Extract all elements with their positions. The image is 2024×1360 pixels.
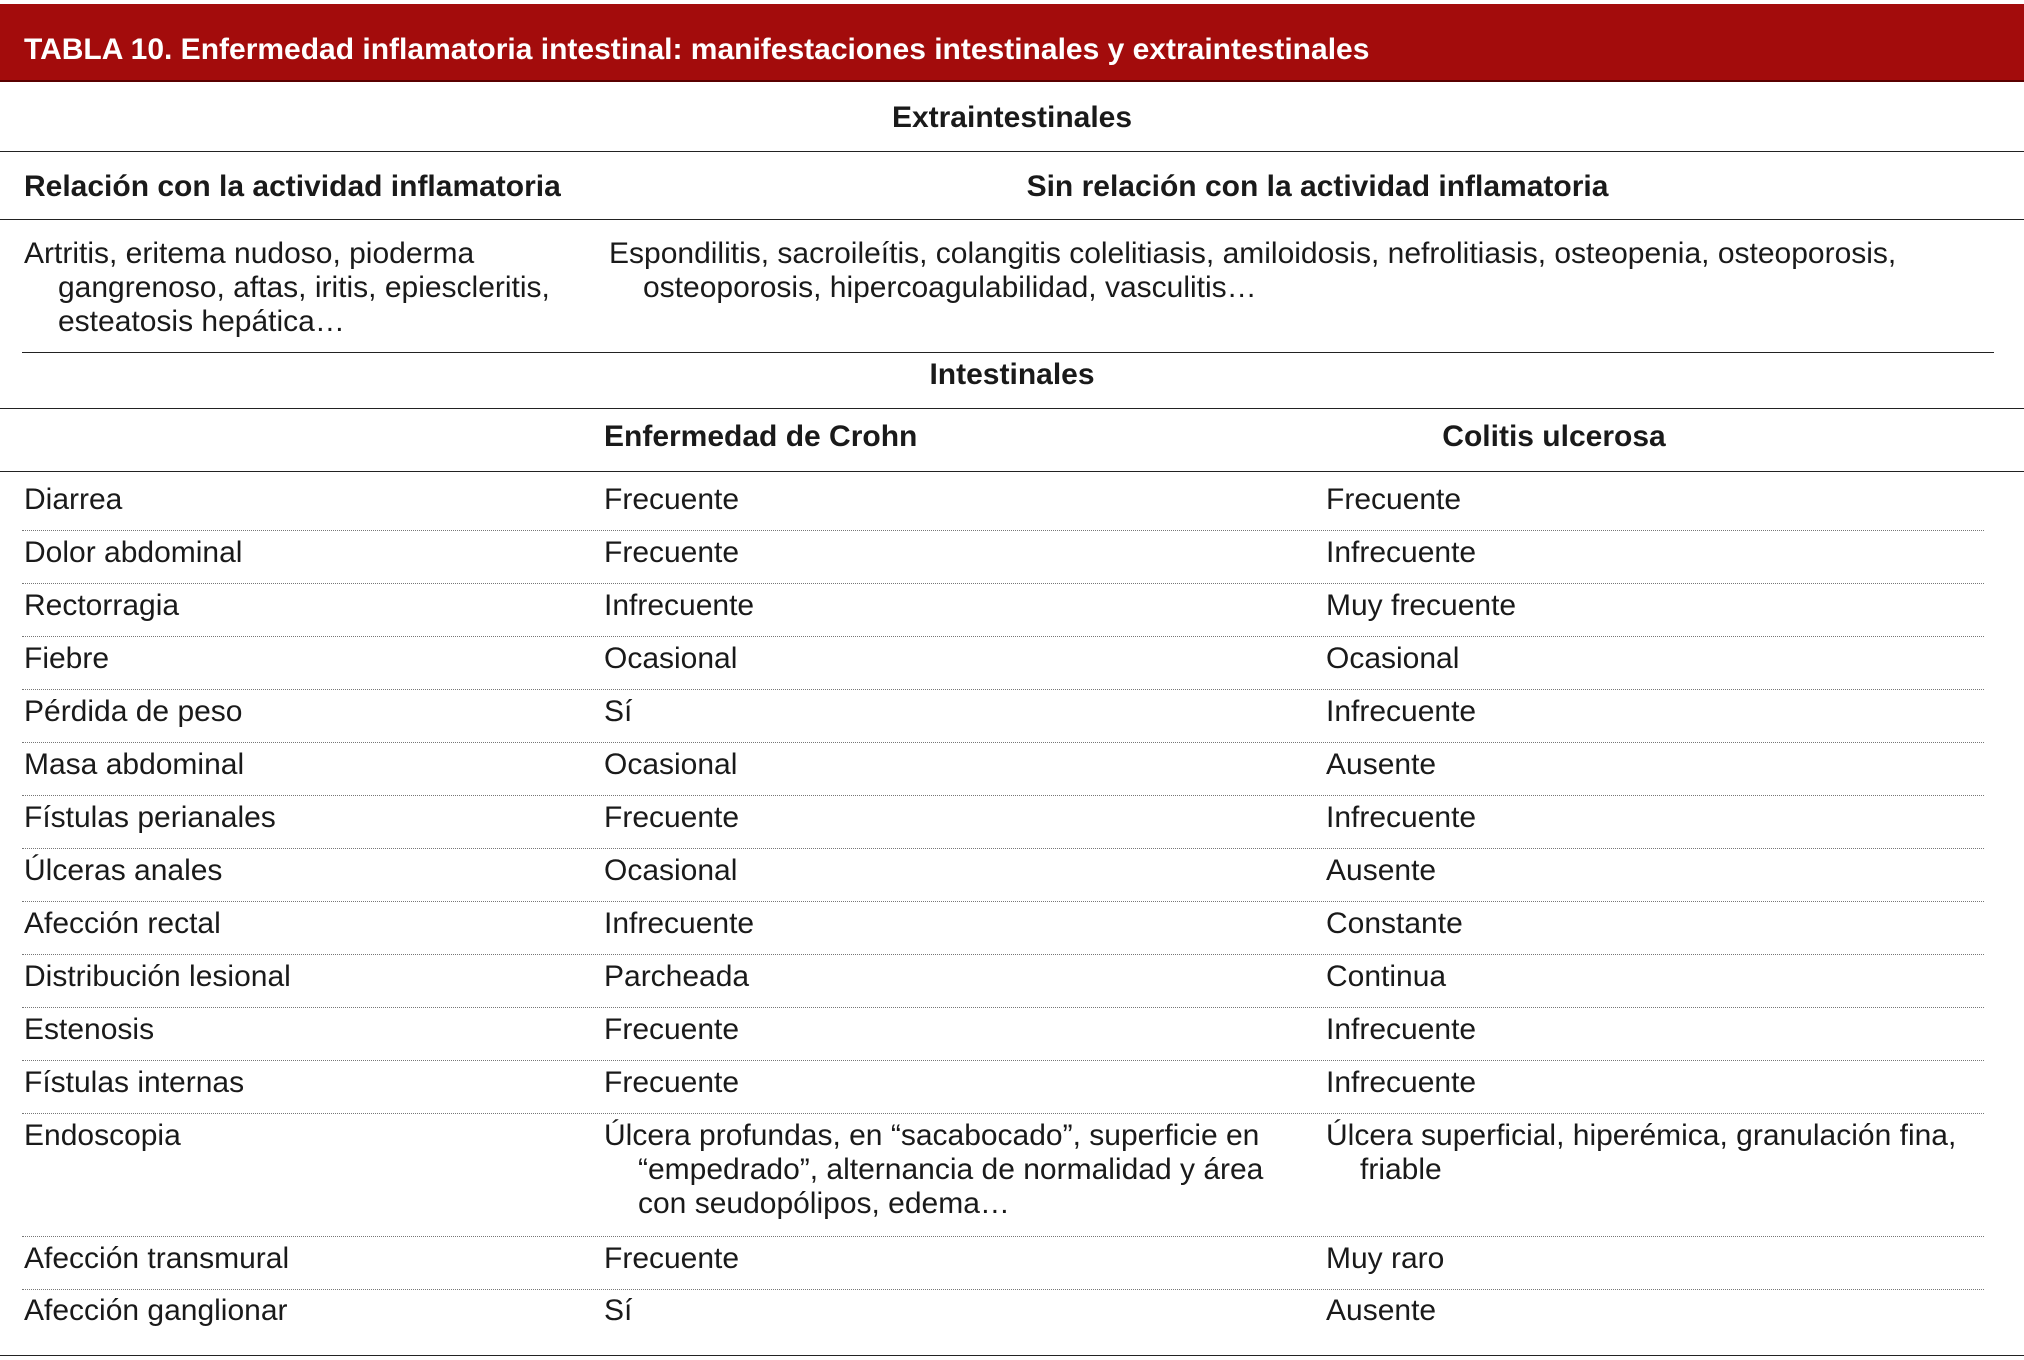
row-label: Estenosis — [24, 1013, 155, 1046]
colitis-value: Ausente — [1326, 854, 1437, 887]
crohn-value: Frecuente — [604, 1066, 740, 1099]
colitis-value: Ausente — [1326, 748, 1437, 781]
row-label: Rectorragia — [24, 589, 180, 622]
colitis-value: Infrecuente — [1326, 801, 1477, 834]
row-label: Masa abdominal — [24, 748, 245, 781]
col-header-colitis: Colitis ulcerosa — [1442, 420, 1666, 453]
colitis-value: Infrecuente — [1326, 1013, 1477, 1046]
crohn-value: Ocasional — [604, 854, 738, 887]
row-divider — [22, 1289, 1984, 1290]
row-divider — [22, 636, 1984, 637]
colitis-value: Infrecuente — [1326, 536, 1477, 569]
extraintestinales-header: Extraintestinales — [891, 101, 1133, 134]
divider — [22, 352, 1994, 353]
crohn-value: Frecuente — [604, 801, 740, 834]
row-divider — [22, 1236, 1984, 1237]
colitis-value: Infrecuente — [1326, 1066, 1477, 1099]
crohn-value: Frecuente — [604, 536, 740, 569]
row-label: Fiebre — [24, 642, 110, 675]
row-label: Fístulas perianales — [24, 801, 276, 834]
row-divider — [22, 1007, 1984, 1008]
crohn-value: Sí — [604, 1294, 633, 1327]
intestinales-header: Intestinales — [929, 358, 1095, 391]
row-divider — [22, 742, 1984, 743]
divider — [0, 471, 2024, 472]
related-manifestations: Artritis, eritema nudoso, pioderma gangrenoso, aftas, iritis, epiescleritis, esteatosis hepática… — [24, 237, 550, 338]
divider — [0, 151, 2024, 152]
col-header-unrelated: Sin relación con la actividad inflamatoria — [1026, 170, 1609, 203]
divider — [0, 219, 2024, 220]
colitis-value: Muy frecuente — [1326, 589, 1517, 622]
colitis-value: Frecuente — [1326, 483, 1462, 516]
row-label: Distribución lesional — [24, 960, 291, 993]
row-divider — [22, 1060, 1984, 1061]
table-bottom-border — [0, 1355, 2024, 1356]
colitis-value: Infrecuente — [1326, 695, 1477, 728]
crohn-value: Frecuente — [604, 483, 740, 516]
row-label: Pérdida de peso — [24, 695, 243, 728]
crohn-value: Parcheada — [604, 960, 750, 993]
row-label: Dolor abdominal — [24, 536, 243, 569]
crohn-value: Frecuente — [604, 1013, 740, 1046]
row-divider — [22, 583, 1984, 584]
colitis-value: Continua — [1326, 960, 1447, 993]
row-divider — [22, 901, 1984, 902]
crohn-value: Infrecuente — [604, 589, 755, 622]
row-label: Diarrea — [24, 483, 123, 516]
row-label: Afección transmural — [24, 1242, 290, 1275]
colitis-value: Úlcera superficial, hiperémica, granulación fina, friable — [1326, 1119, 1957, 1186]
title-bar — [0, 4, 2024, 82]
row-divider — [22, 848, 1984, 849]
colitis-value: Muy raro — [1326, 1242, 1445, 1275]
col-header-crohn: Enfermedad de Crohn — [604, 420, 918, 453]
row-label: Endoscopia — [24, 1119, 181, 1152]
crohn-value: Frecuente — [604, 1242, 740, 1275]
crohn-value: Sí — [604, 695, 633, 728]
colitis-value: Constante — [1326, 907, 1463, 940]
table-title: TABLA 10. Enfermedad inflamatoria intestinal: manifestaciones intestinales y extraintestinales — [24, 33, 1370, 66]
row-divider — [22, 689, 1984, 690]
colitis-value: Ocasional — [1326, 642, 1460, 675]
row-label: Úlceras anales — [24, 854, 223, 887]
row-divider — [22, 954, 1984, 955]
row-label: Afección rectal — [24, 907, 221, 940]
crohn-value: Ocasional — [604, 748, 738, 781]
crohn-value: Úlcera profundas, en “sacabocado”, superficie en “empedrado”, alternancia de normalidad y área con seudopólipos, edema… — [604, 1119, 1264, 1220]
row-divider — [22, 795, 1984, 796]
divider — [0, 408, 2024, 409]
crohn-value: Infrecuente — [604, 907, 755, 940]
row-divider — [22, 530, 1984, 531]
colitis-value: Ausente — [1326, 1294, 1437, 1327]
row-label: Fístulas internas — [24, 1066, 245, 1099]
col-header-related: Relación con la actividad inflamatoria — [24, 170, 561, 203]
unrelated-manifestations: Espondilitis, sacroileítis, colangitis colelitiasis, amiloidosis, nefrolitiasis, osteopenia, osteoporosis, osteoporosis, hipercoagulabilidad, vasculitis… — [609, 237, 1897, 304]
row-divider — [22, 1113, 1984, 1114]
row-label: Afección ganglionar — [24, 1294, 288, 1327]
crohn-value: Ocasional — [604, 642, 738, 675]
